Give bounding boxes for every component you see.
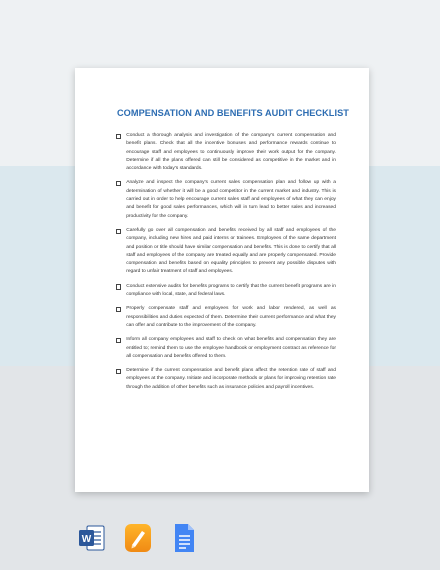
checklist-item-text: Properly compensate staff and employees for work and labor rendered, as well as responsibilities and duties expected of them. Determine their current performance and what they can offer and contribute to the improvement of the company.: [126, 306, 336, 328]
document-page: [75, 68, 369, 492]
checklist-item-text: Determine if the current compensation and benefit plans affect the retention rate of staff and employees at the company. Initiate and incorporate methods or plans for improving retention rate through the addition of other benefits such as insurance policies and payroll incentives.: [126, 368, 336, 390]
google-docs-icon[interactable]: [170, 523, 198, 553]
checklist-item: [116, 305, 336, 330]
checkbox-icon: [116, 369, 121, 374]
checklist-item: [116, 367, 336, 392]
checklist: [116, 132, 336, 398]
checklist-item-text: Conduct a thorough analysis and investigation of the company's current compensation and benefit plans. Check that all the incentive bonuses and performance rewards continue to encourage staff and employees to continuously improve their work output for the company. Determine if all the plans offered can still be considered as competitive in the market and in accordance with today's standards.: [126, 133, 336, 172]
checklist-item: [116, 336, 336, 361]
checklist-item-text: Conduct extensive audits for benefits programs to certify that the current benefit programs are in compliance with local, state, and federal laws.: [126, 283, 336, 298]
checklist-item: [116, 283, 336, 300]
checkbox-icon: [116, 134, 121, 139]
app-format-icons: [78, 523, 198, 553]
checklist-item: [116, 179, 336, 220]
checkbox-icon: [116, 181, 121, 186]
checklist-item-text: Analyze and inspect the company's current sales compensation plan and follow up with a determination of whether it will be a good competitor in the current market and industry. This is carried out in order to help encourage current sales staff and employees of what they can enjoy and benefit for good sales performances, which will in turn lead to better sales and increased productivity for the company.: [126, 180, 336, 219]
checkbox-icon: [116, 338, 121, 343]
pages-icon[interactable]: [124, 523, 152, 553]
checklist-item-text: Inform all company employees and staff to check on what benefits and compensation they are entitled to; remind them to use the employee handbook or employment contract as reference for all compensation and benefits offered to them.: [126, 337, 336, 359]
checkbox-icon: [116, 284, 121, 289]
document-title: COMPENSATION AND BENEFITS AUDIT CHECKLIST: [117, 108, 349, 118]
checkbox-icon: [116, 307, 121, 312]
checklist-item: [116, 227, 336, 277]
checklist-item: [116, 132, 336, 173]
word-icon[interactable]: [78, 523, 106, 553]
checklist-item-text: Carefully go over all compensation and benefits received by all staff and employees of the company, including new hires and paid interns or trainees. Employees of the same department and position or title should have similar compensation and benefits. This is done to certify that all staff and employees of the company are treated equally and are properly compensated. Provide compensation and benefits based on equality principles to prevent any possible disputes with regard to unfair treatment of staff and employees.: [126, 227, 336, 275]
checkbox-icon: [116, 229, 121, 234]
svg-text:W: W: [81, 534, 92, 545]
